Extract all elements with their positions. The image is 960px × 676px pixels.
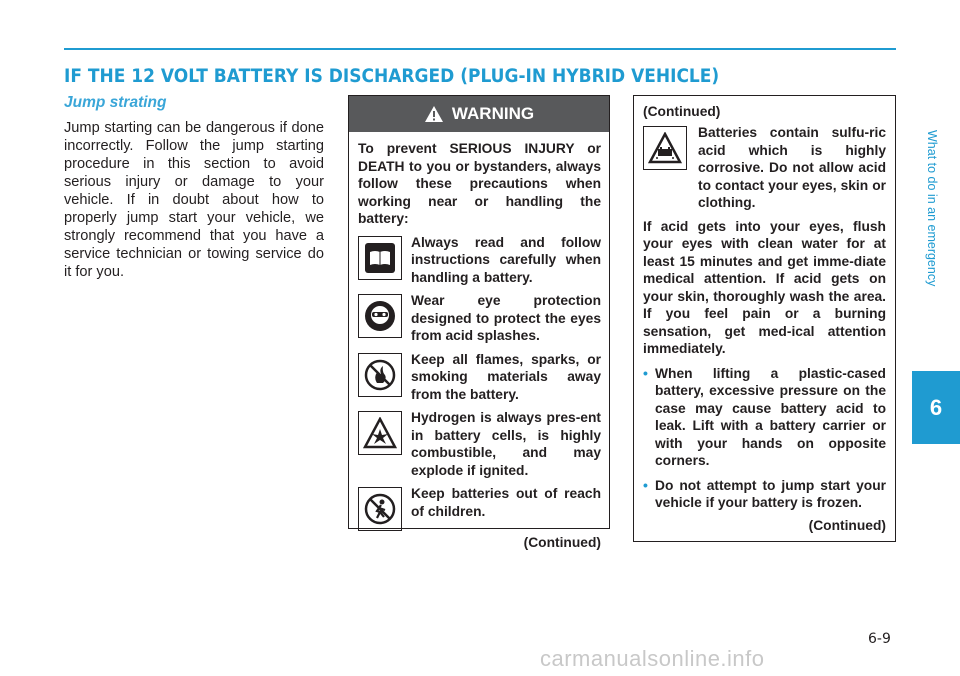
explosion-icon (358, 411, 402, 455)
bullet-dot: • (643, 364, 648, 381)
warning-item-text: Keep batteries out of reach of children. (411, 486, 601, 519)
keep-children-away-icon (358, 487, 402, 531)
warning-triangle-icon (424, 105, 444, 123)
warning-box (348, 95, 610, 550)
bullet-text: When lifting a plastic-cased battery, excessive pressure on the case may cause battery acid to leak. Lift with a battery carrier or with your hands on opposite corners. (655, 365, 886, 468)
acid-warning-text: Batteries contain sulfu-ric acid which is highly corrosive. Do not allow acid to contact your eyes, skin or clothing. (698, 125, 886, 210)
warning-item (358, 292, 601, 345)
eye-protection-icon (358, 294, 402, 338)
warning-item (358, 234, 601, 287)
no-flames-icon (358, 353, 402, 397)
continued-label: (Continued) (808, 517, 886, 533)
watermark: carmanualsonline.info (540, 646, 765, 671)
continued-warning-box (633, 95, 896, 542)
bullet-dot: • (643, 476, 648, 493)
section-title: IF THE 12 VOLT BATTERY IS DISCHARGED (PLUG-IN HYBRID VEHICLE) (64, 66, 720, 87)
corrosive-icon (643, 126, 687, 170)
subhead: Jump strating (64, 94, 167, 111)
chapter-tab: 6 (912, 371, 960, 444)
acid-first-aid-paragraph: If acid gets into your eyes, flush your eyes with clean water for at least 15 minutes and get imme-diate medical attention. If acid gets on your skin, thoroughly wash the area. If you feel pain or a burning sensation, get med-ical attention immediately. (643, 218, 886, 356)
warning-item-text: Keep all flames, sparks, or smoking materials away from the battery. (411, 351, 601, 402)
warning-item-text: Wear eye protection designed to protect the eyes from acid splashes. (411, 293, 601, 343)
warning-item (358, 409, 601, 479)
warning-intro: To prevent SERIOUS INJURY or DEATH to you or bystanders, always follow these precautions when working near or handling the battery: (358, 141, 601, 226)
warning-label: WARNING (451, 104, 535, 123)
top-rule (64, 48, 896, 50)
warning-item-text: Always read and follow instructions carefully when handling a battery. (411, 234, 601, 285)
continued-label: (Continued) (643, 104, 721, 119)
book-icon (358, 236, 402, 280)
continued-label: (Continued) (523, 535, 601, 550)
warning-header (349, 96, 609, 132)
body-paragraph: Jump starting can be dangerous if done incorrectly. Follow the jump starting procedure in this section to avoid serious injury or damage to your vehicle. If in doubt about how to properly jump start your vehicle, we strongly recommend that you have a service technician or towing service do it for you. (64, 120, 324, 280)
bullet-item (643, 365, 886, 470)
page-number: 6-9 (868, 631, 891, 647)
bullet-item (643, 477, 886, 512)
warning-item (358, 351, 601, 404)
acid-warning-item (643, 124, 886, 212)
warning-item (358, 485, 601, 531)
chapter-side-label: What to do in an emergency (925, 130, 939, 287)
warning-item-text: Hydrogen is always pres-ent in battery cells, is highly combustible, and may explode if ignited. (411, 410, 601, 478)
bullet-text: Do not attempt to jump start your vehicle if your battery is frozen. (655, 477, 886, 510)
